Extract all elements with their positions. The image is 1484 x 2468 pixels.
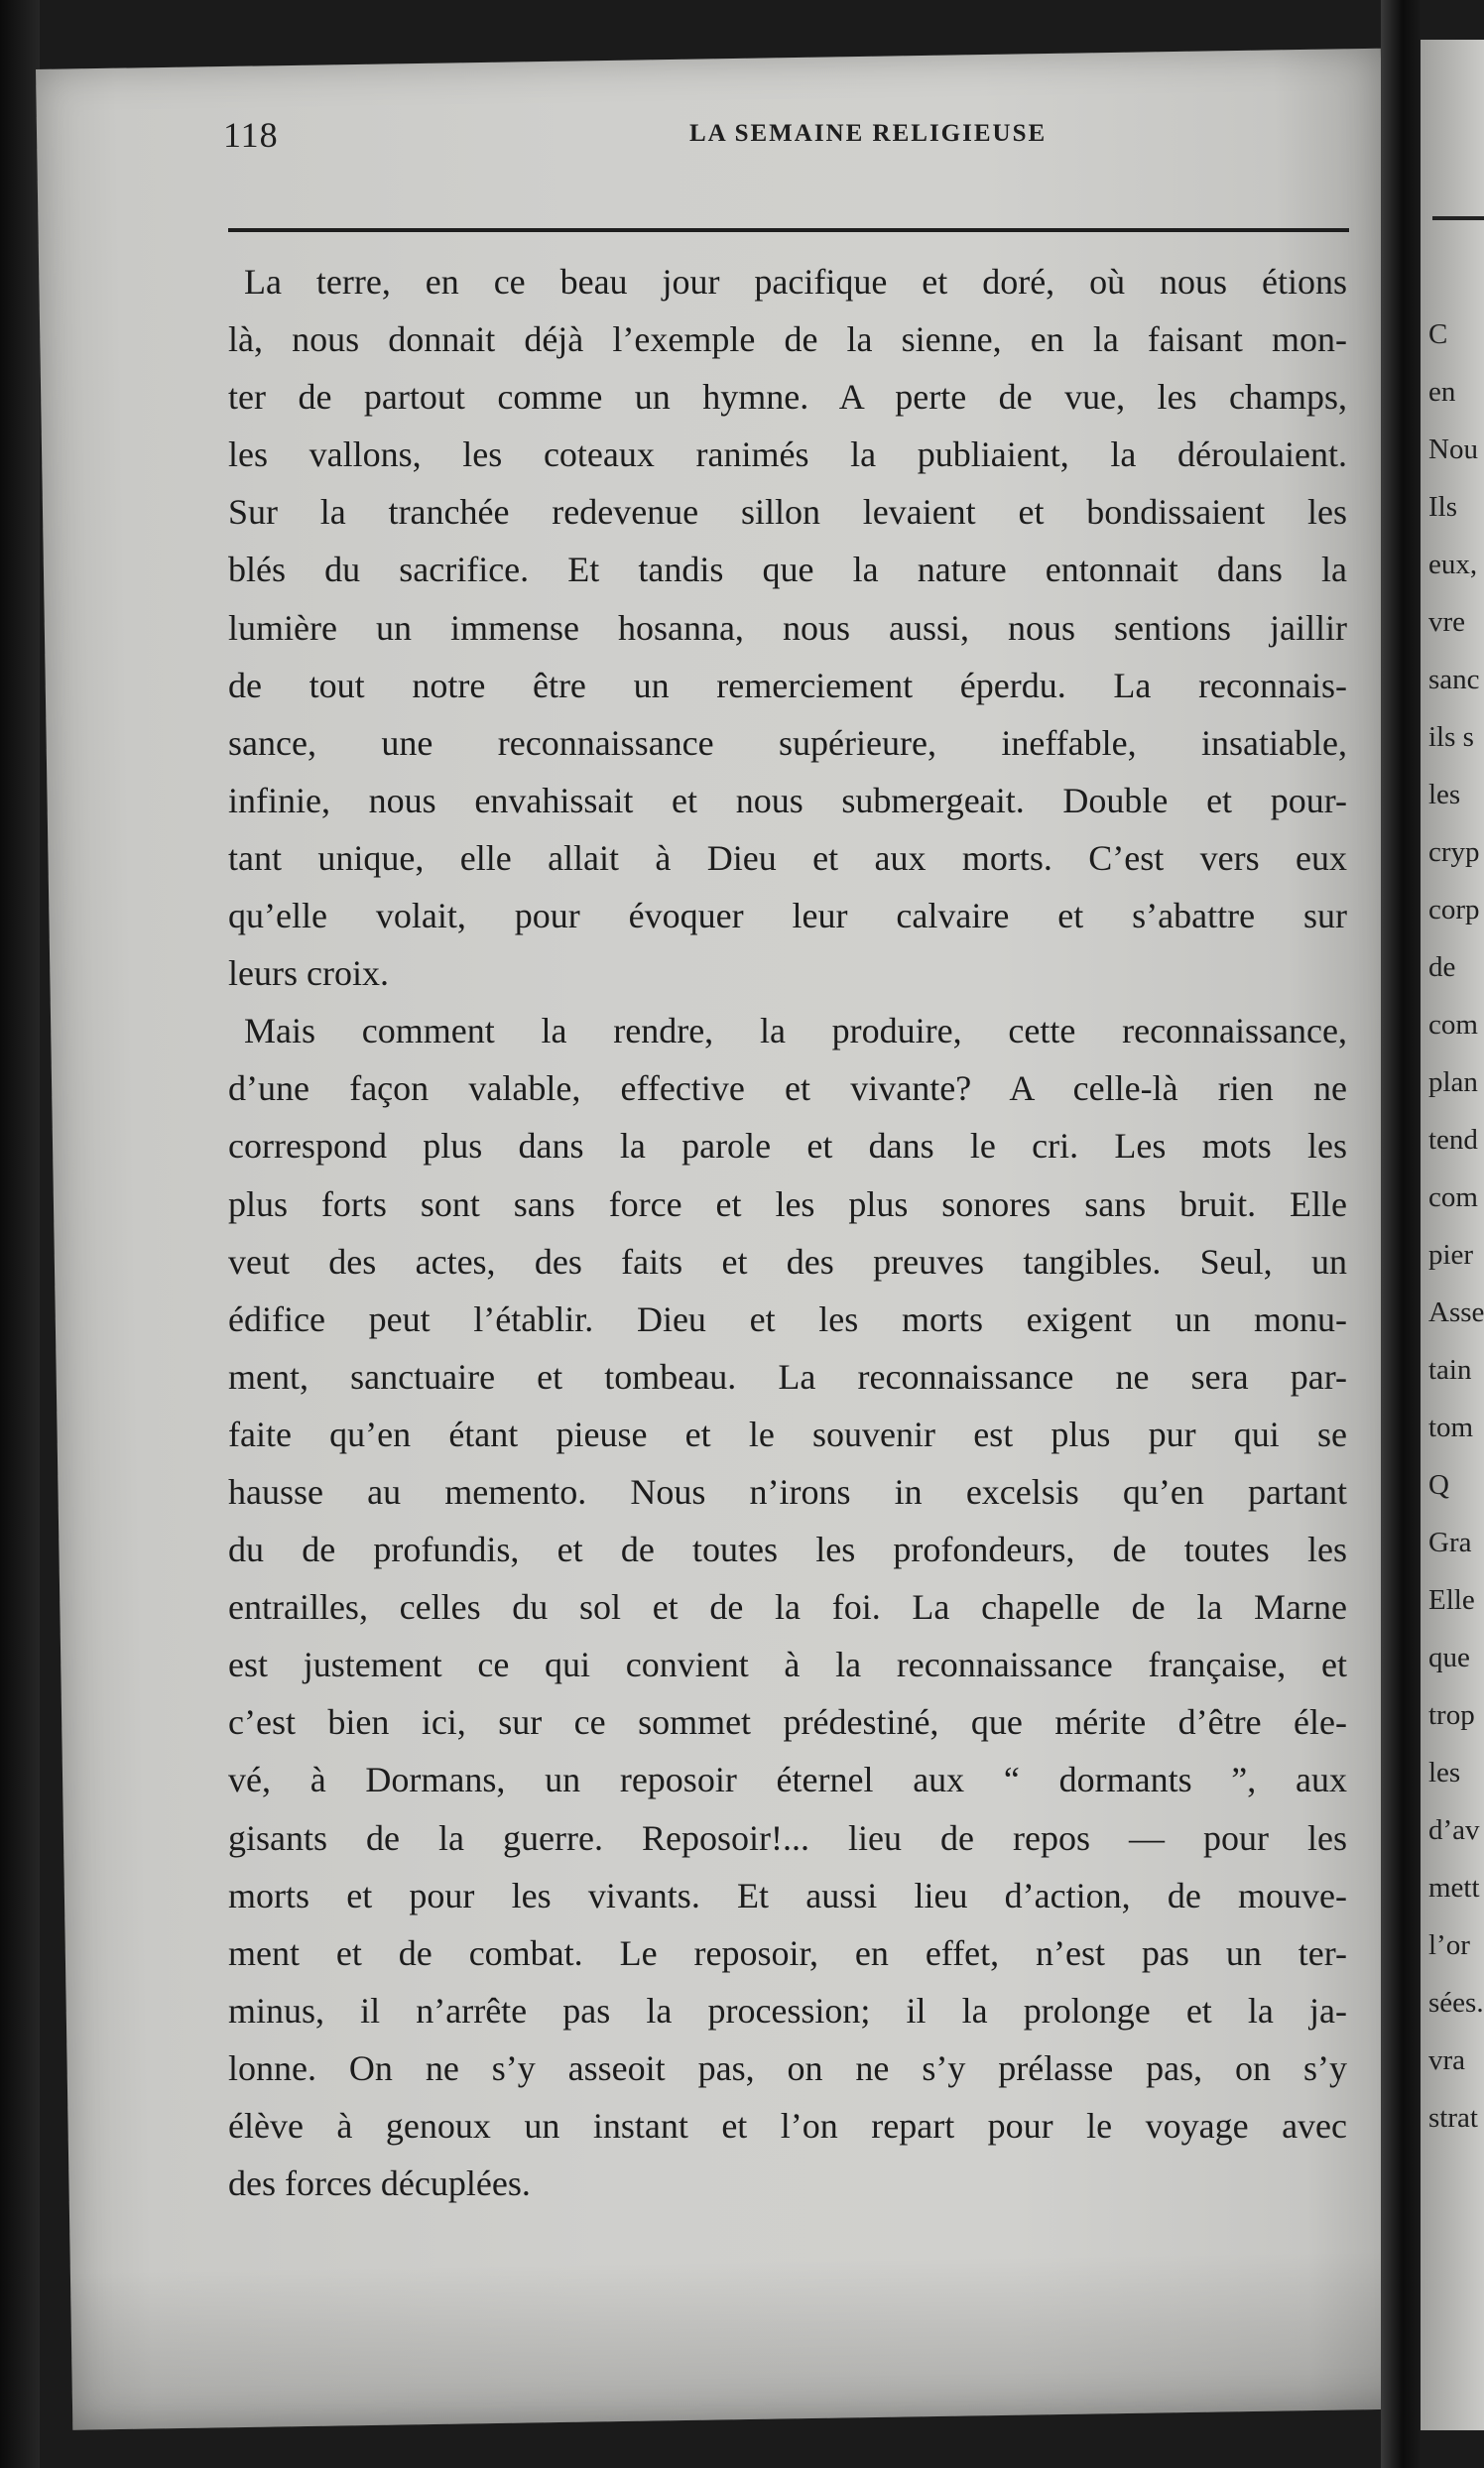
text-line: faite qu’en étant pieuse et le souvenir est plus pur qui se: [228, 1414, 1347, 1454]
body-text: [228, 253, 1347, 2212]
text-line: qu’elle volait, pour évoquer leur calvaire et s’abattre sur: [228, 896, 1347, 936]
adjacent-header-rule: [1432, 216, 1484, 220]
text-line: les vallons, les coteaux ranimés la publiaient, la déroulaient.: [228, 434, 1347, 475]
paragraph-1: [228, 253, 1347, 1002]
fragment: d’av: [1428, 1814, 1480, 1846]
text-line: morts et pour les vivants. Et aussi lieu d’action, de mouve-: [228, 1875, 1347, 1915]
text-line: veut des actes, des faits et des preuves tangibles. Seul, un: [228, 1241, 1347, 1282]
fragment: Q: [1428, 1469, 1449, 1501]
text-line: infinie, nous envahissait et nous submergeait. Double et pour-: [228, 780, 1347, 820]
scan-border-left: [0, 0, 40, 2468]
fragment: pier: [1428, 1239, 1474, 1271]
fragment: Ils: [1428, 491, 1457, 523]
fragment: Gra: [1428, 1527, 1472, 1558]
fragment: corp: [1428, 894, 1480, 926]
text-line: ment et de combat. Le reposoir, en effet, n’est pas un ter-: [228, 1932, 1347, 1973]
text-line: est justement ce qui convient à la reconnaissance française, et: [228, 1645, 1347, 1685]
running-title: LA SEMAINE RELIGIEUSE: [689, 120, 1048, 147]
fragment: strat: [1428, 2102, 1478, 2134]
fragment: Asse: [1428, 1296, 1484, 1328]
text-line: Sur la tranchée redevenue sillon levaient et bondissaient les: [228, 492, 1347, 533]
page-number: 118: [223, 115, 279, 155]
fragment: tom: [1428, 1412, 1474, 1443]
text-line: gisants de la guerre. Reposoir!... lieu de repos — pour les: [228, 1817, 1347, 1858]
fragment: tend: [1428, 1124, 1478, 1156]
text-line: correspond plus dans la parole et dans le cri. Les mots les: [228, 1126, 1347, 1167]
fragment: sanc: [1428, 664, 1480, 695]
text-line: blés du sacrifice. Et tandis que la nature entonnait dans la: [228, 550, 1347, 590]
header-rule: [228, 228, 1349, 232]
fragment: C: [1428, 318, 1448, 350]
text-line: ter de partout comme un hymne. A perte de vue, les champs,: [228, 377, 1347, 418]
fragment: cryp: [1428, 836, 1480, 868]
fragment: de: [1428, 951, 1456, 983]
adjacent-page-strip: [1421, 40, 1484, 2430]
text-line: tant unique, elle allait à Dieu et aux morts. C’est vers eux: [228, 837, 1347, 878]
paragraph-2: [228, 1002, 1347, 2212]
text-line: du de profundis, et de toutes les profondeurs, de toutes les: [228, 1530, 1347, 1570]
fragment: sées.: [1428, 1987, 1484, 2019]
adjacent-page-fragments: [1428, 306, 1484, 2147]
text-line: édifice peut l’établir. Dieu et les morts exigent un monu-: [228, 1298, 1347, 1339]
fragment: ils s: [1428, 721, 1474, 753]
fragment: vra: [1428, 2044, 1466, 2076]
fragment: plan: [1428, 1066, 1478, 1098]
text-line: leurs croix.: [228, 953, 389, 994]
fragment: l’or: [1428, 1929, 1470, 1961]
fragment: trop: [1428, 1699, 1475, 1731]
fragment: com: [1428, 1009, 1478, 1041]
fragment: tain: [1428, 1354, 1472, 1386]
text-line: entrailles, celles du sol et de la foi. La chapelle de la Marne: [228, 1587, 1347, 1628]
page-header: [223, 114, 1354, 174]
text-line: lumière un immense hosanna, nous aussi, nous sentions jaillir: [228, 607, 1347, 648]
text-line: ment, sanctuaire et tombeau. La reconnaissance ne sera par-: [228, 1356, 1347, 1397]
text-line: minus, il n’arrête pas la procession; il la prolonge et la ja-: [228, 1990, 1347, 2031]
fragment: les: [1428, 779, 1461, 810]
text-line: là, nous donnait déjà l’exemple de la sienne, en la faisant mon-: [228, 319, 1347, 360]
text-line: lonne. On ne s’y asseoit pas, on ne s’y prélasse pas, on s’y: [228, 2047, 1347, 2088]
text-line: élève à genoux un instant et l’on repart pour le voyage avec: [228, 2106, 1347, 2146]
fragment: en: [1428, 376, 1456, 408]
fragment: mett: [1428, 1872, 1480, 1904]
text-line: des forces décuplées.: [228, 2163, 531, 2204]
text-line: La terre, en ce beau jour pacifique et doré, où nous étions: [244, 262, 1347, 302]
text-line: d’une façon valable, effective et vivante? A celle-là rien ne: [228, 1068, 1347, 1109]
fragment: vre: [1428, 606, 1466, 638]
fragment: eux,: [1428, 549, 1478, 580]
fragment: com: [1428, 1181, 1478, 1213]
text-line: plus forts sont sans force et les plus sonores sans bruit. Elle: [228, 1183, 1347, 1224]
fragment: les: [1428, 1757, 1461, 1789]
text-line: sance, une reconnaissance supérieure, ineffable, insatiable,: [228, 722, 1347, 763]
fragment: Elle: [1428, 1584, 1475, 1616]
text-line: hausse au memento. Nous n’irons in excelsis qu’en partant: [228, 1471, 1347, 1512]
fragment: Nou: [1428, 433, 1478, 465]
text-line: vé, à Dormans, un reposoir éternel aux “ dormants ”, aux: [228, 1760, 1347, 1800]
text-line: de tout notre être un remerciement éperdu. La reconnais-: [228, 665, 1347, 705]
text-line: c’est bien ici, sur ce sommet prédestiné, que mérite d’être éle-: [228, 1702, 1347, 1743]
text-line: Mais comment la rendre, la produire, cette reconnaissance,: [244, 1011, 1347, 1051]
book-gutter: [1381, 0, 1421, 2468]
fragment: que: [1428, 1642, 1470, 1673]
